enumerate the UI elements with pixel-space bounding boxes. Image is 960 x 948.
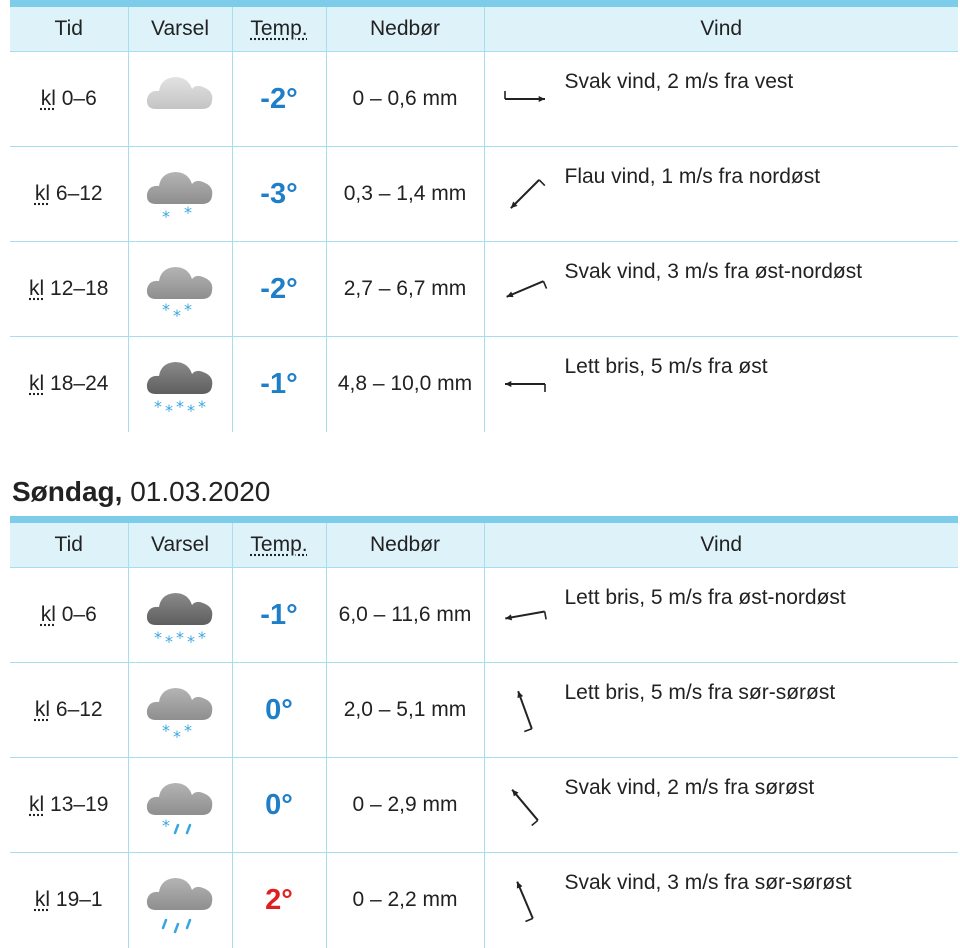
time-range: 12–18 [50,277,109,300]
svg-text:*: * [162,207,170,226]
table-row [10,242,958,337]
day-name: Søndag, [12,476,123,507]
col-header-vind: Vind [484,520,958,568]
precip-value: 0 – 0,6 mm [352,87,458,110]
time-cell [10,337,128,432]
time-cell [10,758,128,853]
heavy-snow-icon [129,579,232,651]
temperature-value: -3° [260,177,298,210]
wind-description: Lett bris, 5 m/s fra sør-sørøst [564,681,836,704]
forecast-cell [128,853,232,948]
kl-abbr[interactable]: kl [40,87,56,110]
wind-cell [484,758,958,853]
wind-cell [484,147,958,242]
temp-cell [232,52,326,147]
time-cell [10,568,128,663]
svg-text:*: * [187,401,195,421]
svg-text:*: * [162,721,170,740]
wind-description: Svak vind, 3 m/s fra sør-sørøst [564,871,852,894]
wind-description: Lett bris, 5 m/s fra øst [564,355,768,378]
precip-value: 4,8 – 10,0 mm [337,372,473,396]
svg-text:*: * [198,397,206,417]
precip-cell [326,147,484,242]
svg-text:*: * [165,632,173,651]
temp-cell [232,337,326,432]
precip-cell [326,337,484,432]
forecast-cell [128,758,232,853]
col-header-vind: Vind [484,4,958,52]
table-header [10,4,958,52]
temp-cell [232,568,326,663]
col-header-nedbor: Nedbør [326,4,484,52]
svg-text:*: * [184,721,192,740]
svg-text:*: * [187,632,195,651]
precip-value: 2,0 – 5,1 mm [343,698,467,721]
col-header-tid: Tid [10,4,128,52]
table-row [10,147,958,242]
table-row [10,337,958,432]
table-row [10,663,958,758]
kl-abbr[interactable]: kl [34,182,51,205]
precip-value: 6,0 – 11,6 mm [338,603,472,626]
heavy-snow-icon [129,348,232,420]
time-cell [10,242,128,337]
forecast-cell [128,242,232,337]
col-header-temp[interactable]: Temp. [232,4,326,52]
temperature-value: 0° [265,693,293,726]
svg-text:*: * [176,397,184,417]
col-header-nedbor: Nedbør [326,520,484,568]
forecast-cell [128,663,232,758]
temp-cell [232,758,326,853]
light-snow-icon [129,158,232,230]
day-date: 01.03.2020 [130,476,271,507]
precip-cell [326,853,484,948]
time-range: 13–19 [50,793,109,816]
temp-cell [232,663,326,758]
time-range: 0–6 [61,87,97,110]
col-header-varsel: Varsel [128,4,232,52]
col-header-varsel: Varsel [128,520,232,568]
svg-text:*: * [198,628,206,647]
forecast-cell [128,337,232,432]
table-header [10,520,958,568]
forecast-table-2 [10,516,958,948]
kl-abbr[interactable]: kl [29,277,45,300]
time-range: 6–12 [55,698,103,721]
wind-cell [484,52,958,147]
wind-cell [484,853,958,948]
wind-cell [484,337,958,432]
wind-description: Svak vind, 3 m/s fra øst-nordøst [564,260,863,283]
temperature-value: 2° [265,883,293,916]
svg-text:*: * [173,306,181,325]
table-row [10,853,958,948]
wind-description: Svak vind, 2 m/s fra vest [564,70,794,93]
svg-text:*: * [184,300,192,319]
time-range: 18–24 [50,372,109,396]
table-row [10,758,958,853]
svg-text:*: * [154,628,162,647]
svg-text:*: * [165,401,173,421]
wind-description: Svak vind, 2 m/s fra sørøst [564,776,815,799]
forecast-cell [128,568,232,663]
rain-icon [129,864,232,936]
svg-text:*: * [154,397,162,417]
forecast-table-1 [10,0,958,432]
wind-description: Flau vind, 1 m/s fra nordøst [564,165,821,188]
temperature-value: -2° [260,272,298,305]
precip-cell [326,242,484,337]
kl-abbr[interactable]: kl [29,372,45,396]
precip-value: 2,7 – 6,7 mm [343,277,467,300]
svg-text:*: * [162,300,170,319]
svg-text:*: * [173,727,181,746]
day-heading [12,476,270,508]
precip-cell [326,758,484,853]
time-range: 19–1 [55,888,103,912]
temperature-value: -2° [260,82,298,115]
time-cell [10,853,128,948]
precip-cell [326,568,484,663]
temperature-value: 0° [265,788,293,821]
wind-cell [484,663,958,758]
cloudy-icon [129,63,232,135]
forecast-cell [128,52,232,147]
table-row [10,52,958,147]
precip-value: 0 – 2,2 mm [352,888,458,912]
wind-cell [484,242,958,337]
time-cell [10,52,128,147]
kl-abbr[interactable]: kl [40,603,56,626]
kl-abbr[interactable]: kl [29,793,45,816]
precip-value: 0,3 – 1,4 mm [343,182,467,205]
table-row [10,568,958,663]
time-cell [10,663,128,758]
temperature-value: -1° [260,598,298,631]
precip-value: 0 – 2,9 mm [352,793,458,816]
col-header-tid: Tid [10,520,128,568]
wind-description: Lett bris, 5 m/s fra øst-nordøst [564,586,846,609]
sleet-icon [129,769,232,841]
svg-text:*: * [176,628,184,647]
precip-cell [326,663,484,758]
kl-abbr[interactable]: kl [34,888,51,912]
snow-icon [129,253,232,325]
temp-cell [232,242,326,337]
time-cell [10,147,128,242]
temp-cell [232,147,326,242]
temperature-value: -1° [260,367,298,400]
forecast-cell [128,147,232,242]
col-header-temp[interactable]: Temp. [232,520,326,568]
snow-icon [129,674,232,746]
time-range: 0–6 [61,603,97,626]
svg-text:*: * [184,203,192,222]
precip-cell [326,52,484,147]
wind-cell [484,568,958,663]
temp-cell [232,853,326,948]
svg-text:*: * [162,816,170,835]
kl-abbr[interactable]: kl [34,698,51,721]
time-range: 6–12 [55,182,103,205]
